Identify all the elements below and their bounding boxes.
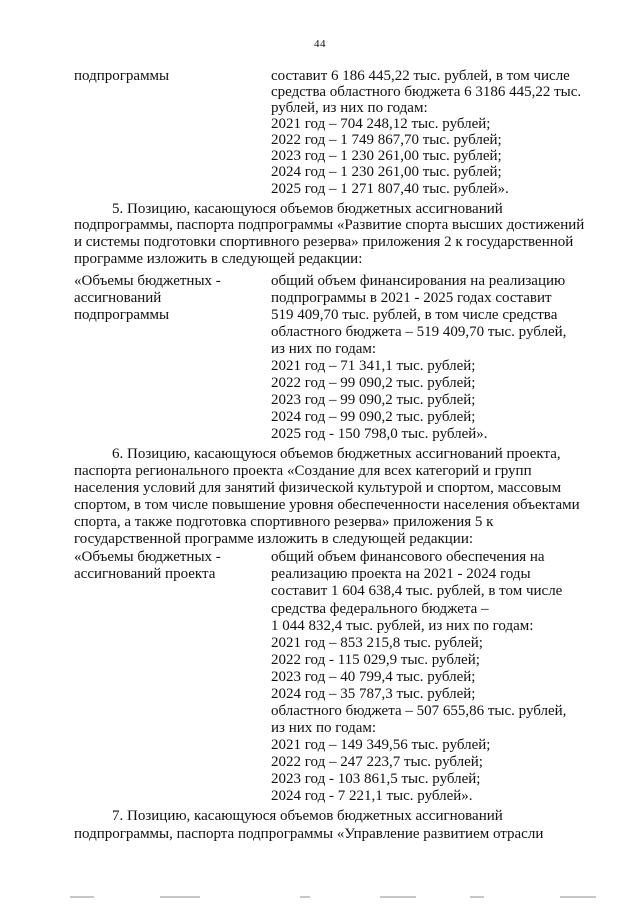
- block1-right-line: 2021 год – 704 248,12 тыс. рублей;: [271, 116, 491, 132]
- para6-line: спортом, в том числе повышение уровня обеспеченности населения объектами: [74, 497, 580, 513]
- block1-right-line: 2024 год – 1 230 261,00 тыс. рублей;: [271, 164, 502, 180]
- block2-left-line: «Объемы бюджетных -: [74, 273, 221, 289]
- block2-left-line: ассигнований: [74, 290, 162, 306]
- para6-line: паспорта регионального проекта «Создание для всех категорий и групп: [74, 463, 532, 479]
- scan-edge-marks: [0, 896, 640, 899]
- block3-right-line: 2023 год - 103 861,5 тыс. рублей;: [271, 771, 481, 787]
- block3-left-line: ассигнований проекта: [74, 566, 216, 582]
- para6-line: государственной программе изложить в следующей редакции:: [74, 531, 474, 547]
- block3-right-line: 2023 год – 40 799,4 тыс. рублей;: [271, 669, 476, 685]
- block2-right-line: 2025 год - 150 798,0 тыс. рублей».: [271, 426, 488, 442]
- block2-right-line: 2024 год – 99 090,2 тыс. рублей;: [271, 409, 476, 425]
- block3-right-line: составит 1 604 638,4 тыс. рублей, в том числе: [271, 583, 563, 599]
- para7-line: подпрограммы, паспорта подпрограммы «Управление развитием отрасли: [74, 826, 544, 842]
- block2-right-line: из них по годам:: [271, 341, 377, 357]
- para6-line: спорта, а также подготовка спортивного резерва» приложения 5 к: [74, 514, 494, 530]
- block3-right-line: общий объем финансового обеспечения на: [271, 549, 545, 565]
- page-number: 44: [314, 38, 326, 50]
- block1-right-line: 2022 год – 1 749 867,70 тыс. рублей;: [271, 132, 502, 148]
- block3-right-line: 2021 год – 853 215,8 тыс. рублей;: [271, 635, 483, 651]
- block1-left-line: подпрограммы: [74, 68, 170, 84]
- block1-right-line: составит 6 186 445,22 тыс. рублей, в том числе: [271, 68, 570, 84]
- block2-right-line: подпрограммы в 2021 - 2025 годах составит: [271, 290, 552, 306]
- para7-line: 7. Позицию, касающуюся объемов бюджетных ассигнований: [112, 808, 503, 824]
- block2-left-line: подпрограммы: [74, 307, 170, 323]
- block3-left-line: «Объемы бюджетных -: [74, 549, 221, 565]
- block3-right-line: 2024 год – 35 787,3 тыс. рублей;: [271, 686, 476, 702]
- para6-line: 6. Позицию, касающуюся объемов бюджетных ассигнований проекта,: [112, 446, 561, 462]
- block3-right-line: 1 044 832,4 тыс. рублей, из них по годам:: [271, 618, 534, 634]
- block3-right-line: средства федерального бюджета –: [271, 601, 489, 617]
- block3-right-line: 2024 год - 7 221,1 тыс. рублей».: [271, 788, 473, 804]
- block1-right-line: 2025 год – 1 271 807,40 тыс. рублей».: [271, 181, 509, 197]
- block2-right-line: общий объем финансирования на реализацию: [271, 273, 566, 289]
- block3-right-line: областного бюджета – 507 655,86 тыс. рублей,: [271, 703, 567, 719]
- block3-right-line: реализацию проекта на 2021 - 2024 годы: [271, 566, 531, 582]
- para5-line: программе изложить в следующей редакции:: [74, 251, 363, 267]
- block3-right-line: 2022 год – 247 223,7 тыс. рублей;: [271, 754, 483, 770]
- para6-line: населения условий для занятий физической культурой и спортом, массовым: [74, 480, 562, 496]
- block3-right-line: из них по годам:: [271, 720, 377, 736]
- para5-line: подпрограммы, паспорта подпрограммы «Развитие спорта высших достижений: [74, 217, 585, 233]
- para5-line: и системы подготовки спортивного резерва» приложения 2 к государственной: [74, 234, 574, 250]
- para5-line: 5. Позицию, касающуюся объемов бюджетных ассигнований: [112, 201, 503, 217]
- block2-right-line: 519 409,70 тыс. рублей, в том числе средства: [271, 307, 558, 323]
- block2-right-line: областного бюджета – 519 409,70 тыс. рублей,: [271, 324, 567, 340]
- block2-right-line: 2022 год – 99 090,2 тыс. рублей;: [271, 375, 476, 391]
- block1-right-line: средства областного бюджета 6 3186 445,22 тыс.: [271, 84, 582, 100]
- block1-right-line: 2023 год – 1 230 261,00 тыс. рублей;: [271, 148, 502, 164]
- block2-right-line: 2023 год – 99 090,2 тыс. рублей;: [271, 392, 476, 408]
- block1-right-line: рублей, из них по годам:: [271, 100, 428, 116]
- block2-right-line: 2021 год – 71 341,1 тыс. рублей;: [271, 358, 476, 374]
- block3-right-line: 2022 год - 115 029,9 тыс. рублей;: [271, 652, 480, 668]
- block3-right-line: 2021 год – 149 349,56 тыс. рублей;: [271, 737, 491, 753]
